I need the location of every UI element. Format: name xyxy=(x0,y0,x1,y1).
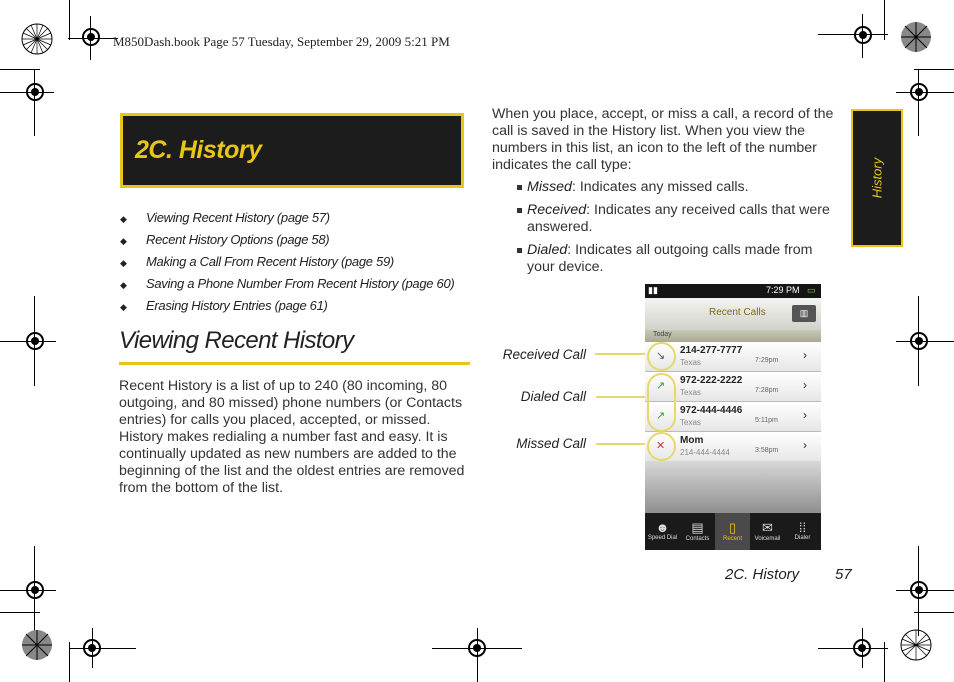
call-row[interactable]: ↗ 972-222-2222 Texas 7:28pm › xyxy=(645,372,821,402)
diamond-bullet-icon: ◆ xyxy=(120,280,127,290)
received-call-icon: ↘ xyxy=(656,350,666,362)
recent-icon: ▯ xyxy=(728,520,737,535)
page-number: 57 xyxy=(835,566,852,583)
crosshair-icon xyxy=(908,579,930,601)
dialed-call-icon: ↗ xyxy=(656,410,666,422)
crosshair-icon xyxy=(24,81,46,103)
crosshair-icon xyxy=(908,330,930,352)
section-rule xyxy=(119,362,470,365)
side-tab xyxy=(851,109,903,247)
list-item: Received: Indicates any received calls that were answered. xyxy=(517,202,843,236)
highlight-ring xyxy=(647,342,676,371)
battery-icon: ▭ xyxy=(807,285,816,295)
call-row[interactable]: ✕ Mom 214-444-4444 3:58pm › xyxy=(645,432,821,462)
call-row[interactable]: ↗ 972-444-4446 Texas 5:11pm › xyxy=(645,402,821,432)
crosshair-icon xyxy=(908,81,930,103)
nav-recent[interactable]: ▯ Recent xyxy=(715,513,750,550)
phone-screenshot xyxy=(645,284,821,550)
callout-missed: Missed Call xyxy=(516,436,586,451)
registration-target-icon xyxy=(899,20,933,54)
list-item: Missed: Indicates any missed calls. xyxy=(517,179,843,196)
status-time: 7:29 PM xyxy=(766,285,800,295)
diamond-bullet-icon: ◆ xyxy=(120,258,127,268)
toc-item[interactable]: ◆ Making a Call From Recent History (page 59) xyxy=(120,252,454,274)
chevron-right-icon[interactable]: › xyxy=(803,348,807,362)
today-divider: Today xyxy=(645,330,821,342)
phone-header xyxy=(645,298,821,330)
section-body: Recent History is a list of up to 240 (80 incoming, 80 outgoing, and 80 missed) phone numbers (or Contacts entries) for calls you placed, accepted, or missed. History makes redialing a number fast and easy. It is continually updated as new numbers are added to the beginning of the list and the oldest entries are removed from the bottom of the list. xyxy=(119,378,465,496)
diamond-bullet-icon: ◆ xyxy=(120,236,127,246)
diamond-bullet-icon: ◆ xyxy=(120,214,127,224)
diamond-bullet-icon: ◆ xyxy=(120,302,127,312)
speed-dial-icon: ☻ xyxy=(655,520,670,535)
crosshair-icon xyxy=(24,579,46,601)
voicemail-icon: ✉ xyxy=(762,520,773,535)
nav-voicemail[interactable]: ✉ Voicemail xyxy=(750,513,785,550)
chevron-right-icon[interactable]: › xyxy=(803,438,807,452)
highlight-ring xyxy=(647,432,676,461)
callout-dialed: Dialed Call xyxy=(520,389,586,404)
call-row[interactable]: ↘ 214-277-7777 Texas 7:29pm › xyxy=(645,342,821,372)
square-bullet-icon xyxy=(517,248,522,253)
callout-received: Received Call xyxy=(502,347,586,362)
chapter-title: 2C. History xyxy=(135,136,262,164)
missed-call-icon: ✕ xyxy=(656,440,666,452)
chevron-right-icon[interactable]: › xyxy=(803,378,807,392)
crosshair-icon xyxy=(81,637,103,659)
chevron-right-icon[interactable]: › xyxy=(803,408,807,422)
registration-target-icon xyxy=(899,628,933,662)
nav-dialer[interactable]: ⁞⁞ Dialer xyxy=(785,513,820,550)
trash-icon[interactable]: ▥ xyxy=(792,305,816,322)
side-tab-label: History xyxy=(869,157,885,199)
registration-target-icon xyxy=(20,22,54,56)
call-type-list xyxy=(517,179,843,282)
crosshair-icon xyxy=(851,637,873,659)
section-title: Viewing Recent History xyxy=(119,327,354,354)
nav-contacts[interactable]: ▤ Contacts xyxy=(680,513,715,550)
status-bar xyxy=(645,284,821,298)
chapter-title-box xyxy=(120,113,464,188)
callout-line xyxy=(596,396,648,398)
dialed-call-icon: ↗ xyxy=(656,380,666,392)
crosshair-icon xyxy=(466,637,488,659)
intro-paragraph: When you place, accept, or miss a call, a record of the call is saved in the History list. When you view the numbers in this list, an icon to the left of the number indicates the call type: xyxy=(492,106,834,173)
signal-icon: ▮▮ xyxy=(648,285,658,295)
callout-line xyxy=(596,443,648,445)
registration-target-icon xyxy=(20,628,54,662)
toc-item[interactable]: ◆ Viewing Recent History (page 57) xyxy=(120,208,454,230)
dialpad-icon: ⁞⁞ xyxy=(798,520,807,535)
print-header: M850Dash.book Page 57 Tuesday, September 29, 2009 5:21 PM xyxy=(113,34,450,49)
toc-item[interactable]: ◆ Erasing History Entries (page 61) xyxy=(120,296,454,318)
toc-item[interactable]: ◆ Saving a Phone Number From Recent History (page 60) xyxy=(120,274,454,296)
crosshair-icon xyxy=(24,330,46,352)
crosshair-icon xyxy=(80,26,102,48)
contacts-icon: ▤ xyxy=(691,520,704,535)
chapter-toc xyxy=(120,208,454,318)
crosshair-icon xyxy=(852,24,874,46)
empty-list-area xyxy=(645,461,821,513)
footer-section: 2C. History xyxy=(725,566,800,583)
callout-line xyxy=(595,353,647,355)
phone-bottom-nav xyxy=(645,513,821,550)
phone-header-title: Recent Calls xyxy=(709,307,766,318)
highlight-ring xyxy=(647,373,676,432)
list-item: Dialed: Indicates all outgoing calls made from your device. xyxy=(517,242,843,276)
nav-speed-dial[interactable]: ☻ Speed Dial xyxy=(645,513,680,550)
square-bullet-icon xyxy=(517,185,522,190)
square-bullet-icon xyxy=(517,208,522,213)
toc-item[interactable]: ◆ Recent History Options (page 58) xyxy=(120,230,454,252)
